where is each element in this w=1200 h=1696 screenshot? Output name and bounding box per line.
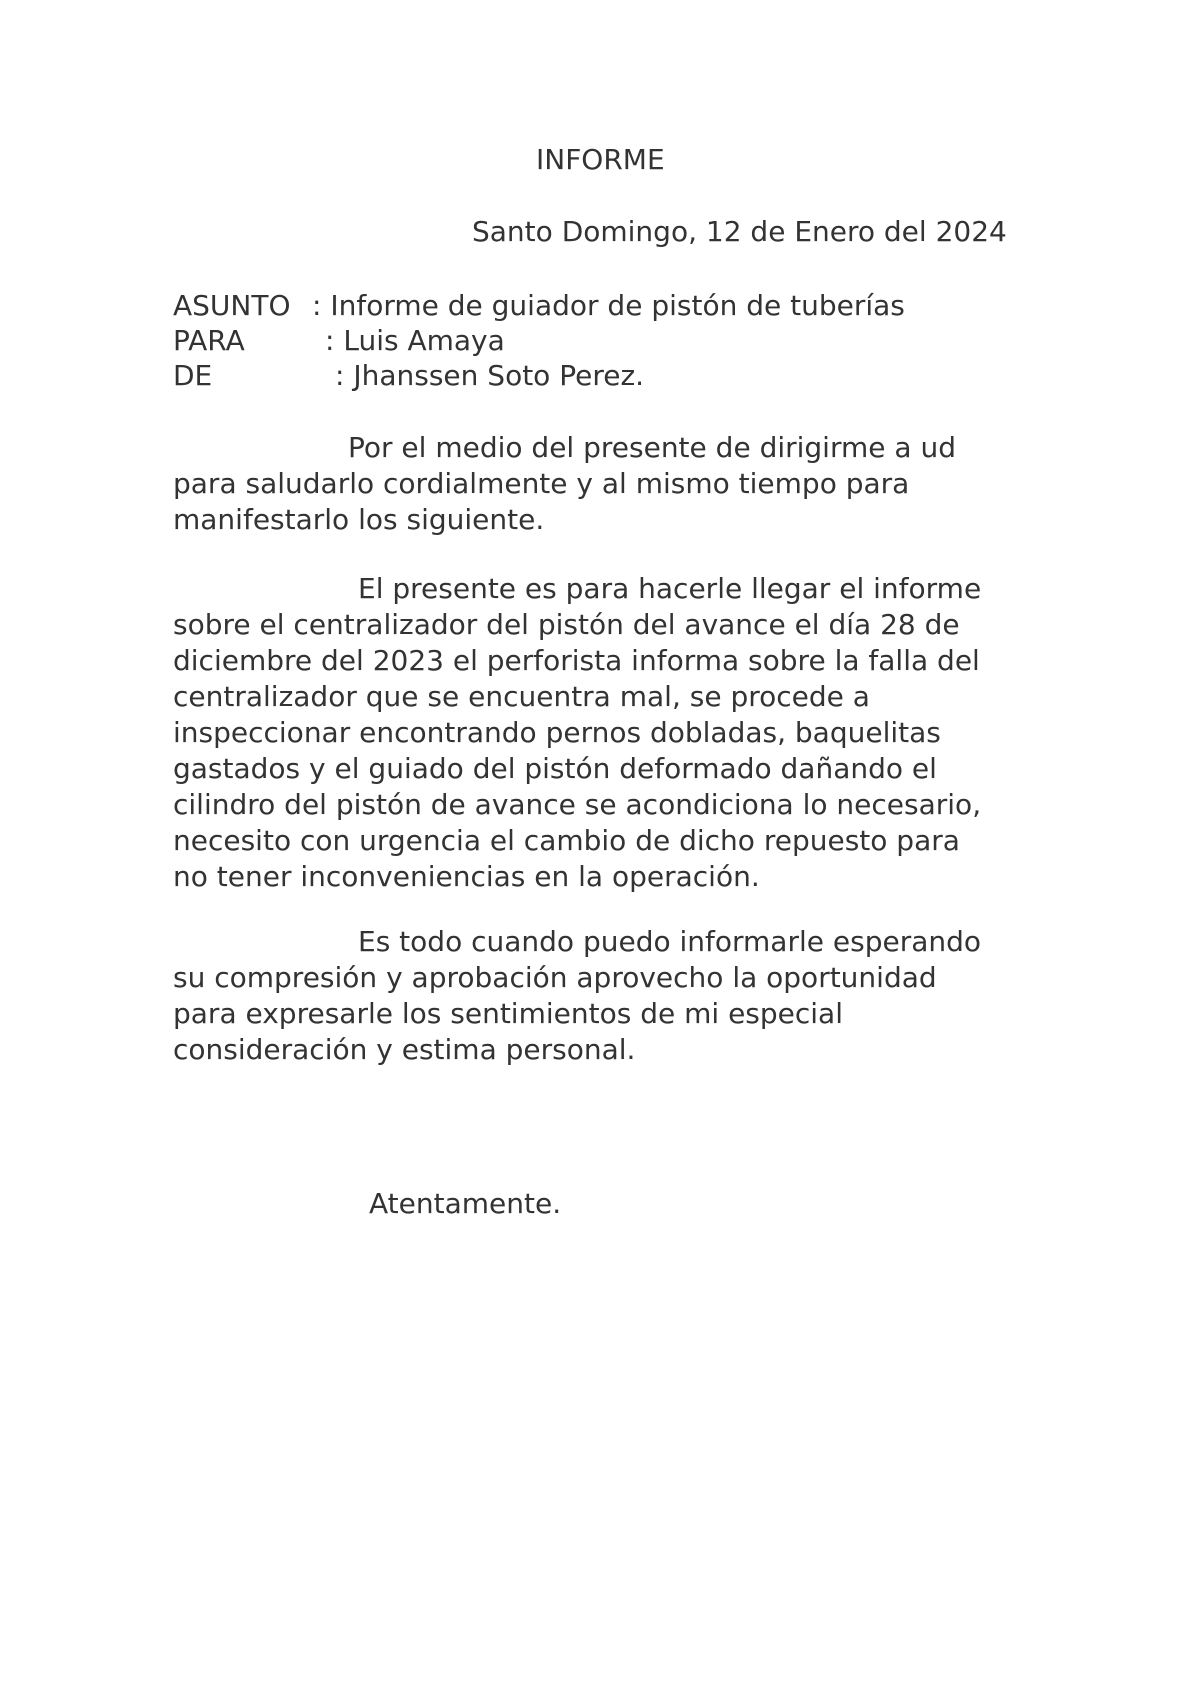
- paragraph-line: manifestarlo los siguiente.: [173, 503, 545, 536]
- paragraph-line: necesito con urgencia el cambio de dicho repuesto para: [173, 824, 960, 857]
- intro-paragraph: [173, 430, 1053, 538]
- asunto-value: : Informe de guiador de pistón de tuberías: [312, 289, 905, 322]
- paragraph-line: gastados y el guiado del pistón deformado dañando el: [173, 752, 937, 785]
- de-label: DE: [173, 359, 213, 392]
- paragraph-line: su compresión y aprobación aprovecho la oportunidad: [173, 961, 937, 994]
- paragraph-line: diciembre del 2023 el perforista informa sobre la falla del: [173, 644, 980, 677]
- paragraph-line: Por el medio del presente de dirigirme a ud: [348, 431, 956, 464]
- paragraph-line: para saludarlo cordialmente y al mismo tiempo para: [173, 467, 910, 500]
- paragraph-line: consideración y estima personal.: [173, 1033, 636, 1066]
- sign-off: Atentamente.: [369, 1187, 562, 1220]
- de-value: : Jhanssen Soto Perez.: [335, 359, 645, 392]
- paragraph-line: inspeccionar encontrando pernos dobladas, baquelitas: [173, 716, 941, 749]
- paragraph-line: cilindro del pistón de avance se acondiciona lo necesario,: [173, 788, 982, 821]
- para-label: PARA: [173, 324, 245, 357]
- document-title: INFORME: [536, 143, 665, 176]
- paragraph-line: Es todo cuando puedo informarle esperando: [358, 925, 982, 958]
- paragraph-line: El presente es para hacerle llegar el informe: [358, 572, 982, 605]
- date-line: Santo Domingo, 12 de Enero del 2024: [472, 215, 1007, 248]
- para-value: : Luis Amaya: [325, 324, 505, 357]
- asunto-label: ASUNTO: [173, 289, 291, 322]
- paragraph-line: para expresarle los sentimientos de mi especial: [173, 997, 843, 1030]
- body-paragraph: [173, 571, 1053, 895]
- paragraph-line: centralizador que se encuentra mal, se procede a: [173, 680, 870, 713]
- paragraph-line: sobre el centralizador del pistón del avance el día 28 de: [173, 608, 960, 641]
- closing-paragraph: [173, 924, 1053, 1068]
- paragraph-line: no tener inconveniencias en la operación.: [173, 860, 760, 893]
